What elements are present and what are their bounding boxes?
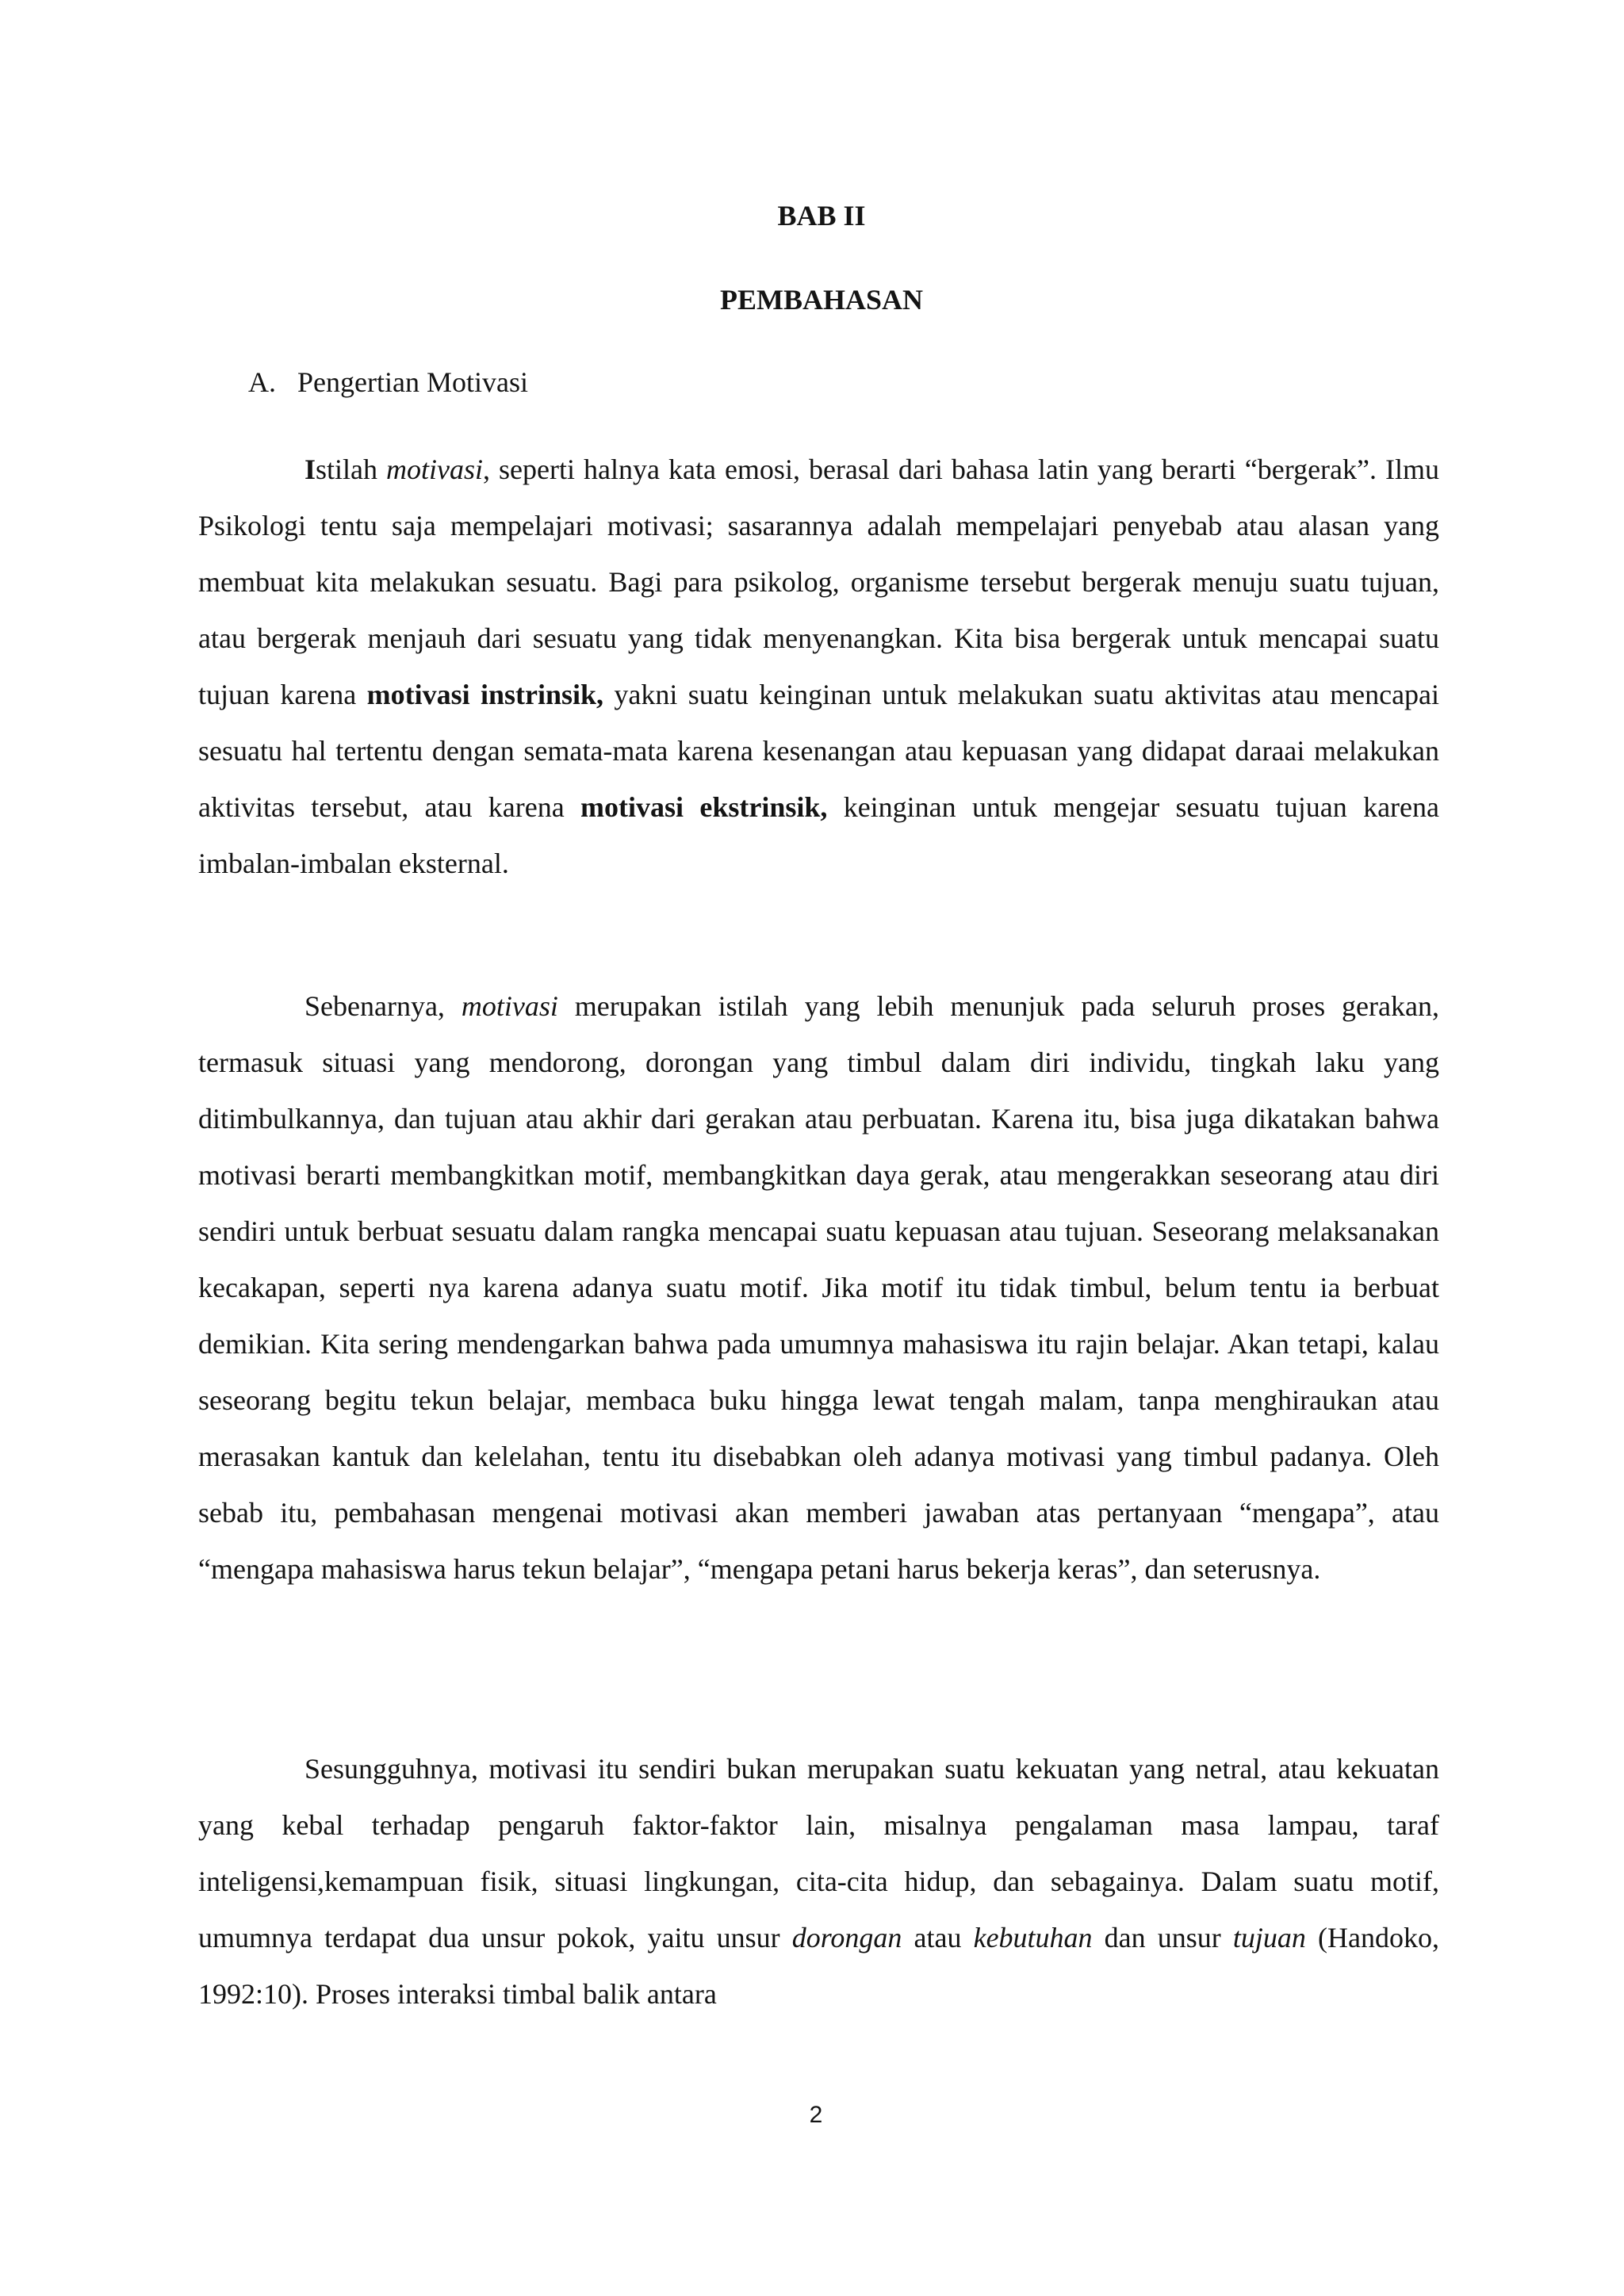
paragraph-segment: yakni suatu keinginan untuk melakukan suatu aktivitas atau mencapai sesuatu hal tertentu dengan semata-mata karena kesenangan atau kepuasan yang didapat daraai melakukan aktivitas tersebut, atau karena: [198, 679, 1440, 823]
body-paragraph-1: [198, 442, 1439, 892]
paragraph-segment: motivasi: [386, 453, 484, 485]
paragraph-segment: keinginan untuk mengejar sesuatu tujuan karena imbalan-imbalan eksternal.: [198, 791, 1439, 879]
section-heading: [248, 365, 528, 400]
paragraph-segment: tujuan: [1232, 1922, 1306, 1954]
paragraph-segment: stilah: [316, 453, 387, 485]
paragraph-segment: dan unsur: [1092, 1922, 1233, 1954]
paragraph-segment: I: [304, 453, 316, 485]
paragraph-segment: , seperti halnya kata emosi, berasal dari bahasa latin yang berarti “bergerak”. Ilmu Psikologi tentu saja mempelajari motivasi; sasarannya adalah mempelajari penyebab atau alasan yang membuat kita melakukan sesuatu. Bagi para psikolog, organisme tersebut bergerak menuju suatu tujuan, atau bergerak menjauh dari sesuatu yang tidak menyenangkan. Kita bisa bergerak untuk mencapai suatu tujuan karena: [198, 453, 1439, 710]
section-number: A.: [248, 366, 276, 398]
paragraph-segment: merupakan istilah yang lebih menunjuk pada seluruh proses gerakan, termasuk situasi yang mendorong, dorongan yang timbul dalam diri individu, tingkah laku yang ditimbulkannya, dan tujuan atau akhir dari gerakan atau perbuatan. Karena itu, bisa juga dikatakan bahwa motivasi berarti membangkitkan motif, membangkitkan daya gerak, atau mengerakkan seseorang atau diri sendiri untuk berbuat sesuatu dalam rangka mencapai suatu kepuasan atau tujuan. Seseorang melaksanakan kecakapan, seperti nya karena adanya suatu motif. Jika motif itu tidak timbul, belum tentu ia berbuat demikian. Kita sering mendengarkan bahwa pada umumnya mahasiswa itu rajin belajar. Akan tetapi, kalau seseorang begitu tekun belajar, membaca buku hingga lewat tengah malam, tanpa menghiraukan atau merasakan kantuk dan kelelahan, tentu itu disebabkan oleh adanya motivasi yang timbul padanya. Oleh sebab itu, pembahasan mengenai motivasi akan memberi jawaban atas pertanyaan “mengapa”, atau “mengapa mahasiswa harus tekun belajar”, “mengapa petani harus bekerja keras”, dan seterusnya.: [198, 990, 1439, 1585]
page-number: 2: [809, 2102, 823, 2128]
paragraph-segment: motivasi: [461, 990, 558, 1022]
body-paragraph-2: [198, 978, 1439, 1598]
paragraph-segment: Sesungguhnya, motivasi itu sendiri bukan merupakan suatu kekuatan yang netral, atau kekuatan yang kebal terhadap pengaruh faktor-faktor lain, misalnya pengalaman masa lampau, taraf inteligensi,kemampuan fisik, situasi lingkungan, cita-cita hidup, dan sebagainya. Dalam suatu motif, umumnya terdapat dua unsur pokok, yaitu unsur: [198, 1753, 1439, 1954]
paragraph-segment: (Handoko, 1992:10). Proses interaksi timbal balik antara: [198, 1922, 1440, 2010]
section-title: Pengertian Motivasi: [297, 366, 528, 398]
paragraph-segment: dorongan: [791, 1922, 902, 1954]
chapter-label: BAB II: [777, 200, 866, 232]
paragraph-segment: kebutuhan: [973, 1922, 1093, 1954]
paragraph-segment: motivasi ekstrinsik,: [580, 791, 828, 823]
paragraph-segment: motivasi instrinsik,: [366, 679, 604, 710]
paragraph-segment: atau: [902, 1922, 974, 1954]
paragraph-segment: Sebenarnya,: [304, 990, 462, 1022]
chapter-title: PEMBAHASAN: [719, 284, 923, 316]
body-paragraph-3: [198, 1741, 1439, 2022]
